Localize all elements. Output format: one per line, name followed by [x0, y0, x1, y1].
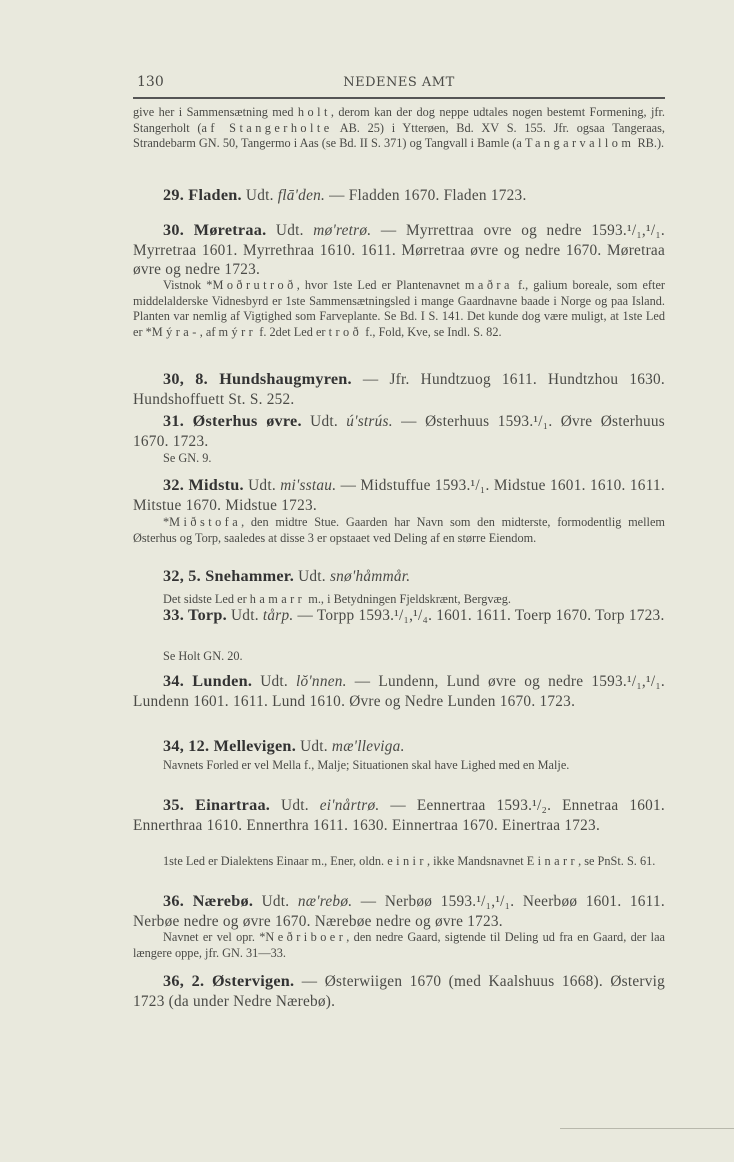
text-segment: f., Fold, Kve, se Indl. S. 82. — [362, 324, 502, 339]
note-paragraph — [133, 278, 665, 340]
entry-paragraph — [133, 221, 665, 280]
text-segment: , se PnSt. S. 61. — [578, 854, 656, 868]
text-segment: — Nerbøø 1593.¹/₁,¹/₁. Neerbøø 1601. 1611. Nerbøe nedre og øvre 1670. Nærebøe nedre og øvre 1723. — [133, 893, 665, 930]
spaced-term: maðra — [464, 278, 513, 292]
note-paragraph — [133, 451, 665, 467]
text-segment: — Østerhuus 1593.¹/₁. Øvre Østerhuus 1670. 1723. — [133, 413, 665, 450]
text-segment: — Østerwiigen 1670 (med Kaalshuus 1668). Østervig 1723 (da under Nedre Nærebø). — [133, 973, 666, 1010]
pronunciation: ú'strús. — [346, 413, 393, 430]
entry-heading: 35. Einartraa. — [163, 796, 271, 814]
entry-paragraph — [133, 412, 665, 451]
header-rule — [133, 97, 665, 99]
text-segment: Vistnok * — [163, 278, 213, 292]
entry-heading: 36. Nærebø. — [163, 892, 254, 910]
text-segment: Se Holt GN. 20. — [163, 649, 243, 663]
entry-heading: 33. Torp. — [163, 606, 227, 624]
spaced-term: Moðrutroð — [212, 278, 297, 292]
text-segment: Navnets Forled er vel Mella f., Malje; Situationen skal have Lighed med en Malje. — [163, 758, 570, 772]
entry-heading: 31. Østerhus øvre. — [163, 412, 302, 430]
page-edge-line — [560, 1128, 734, 1129]
text-segment: — Myrrettraa ovre og nedre 1593.¹/₁,¹/₁. Myrretraa 1601. Myrrethraa 1610. 1611. Mørretraa øvre og nedre 1670. Møretraa øvre og nedre 1723. — [133, 222, 665, 278]
text-segment: Udt. — [243, 477, 281, 494]
text-segment: AB. 25) i Ytterøen, Bd. XV S. 155. Jfr. ogsaa Tangeraas, Strandebarm GN. 50, Tangermo i Aas (se Bd. II S. 371) og Tangvall i Bamle (a — [133, 120, 665, 150]
text-segment: give her i Sammensætning med — [133, 105, 298, 119]
pronunciation: næ'rebø. — [297, 893, 353, 910]
pronunciation: tårp. — [262, 607, 294, 624]
note-paragraph — [133, 854, 665, 870]
entry-paragraph — [133, 476, 665, 515]
text-segment: Udt. — [266, 222, 314, 239]
pronunciation: mø'retrø. — [313, 222, 372, 239]
entry-heading: 29. Fladen. — [163, 186, 242, 204]
text-segment: Udt. — [253, 893, 298, 910]
spaced-term: Mýra- — [151, 324, 200, 339]
running-header — [133, 74, 665, 94]
spaced-term: Einarr — [526, 854, 579, 868]
note-paragraph — [133, 105, 665, 152]
text-segment: Udt. — [241, 187, 278, 204]
text-segment: Udt. — [226, 607, 263, 624]
text-segment: , derom kan der dog neppe udtales nogen bestemt Formening, jfr. Stangerholt ( — [133, 105, 666, 135]
entry-heading: 32. Midstu. — [163, 476, 244, 494]
entry-heading: 30. Møretraa. — [163, 221, 267, 239]
text-segment: Navnet er vel opr. * — [163, 930, 266, 944]
pronunciation: lŏ'nnen. — [296, 673, 347, 690]
text-segment: Se GN. 9. — [163, 451, 212, 465]
note-paragraph — [133, 515, 665, 546]
entry-paragraph — [133, 567, 665, 587]
pronunciation: snø'håmmår. — [329, 568, 411, 585]
pronunciation: flā'den. — [277, 187, 326, 204]
spaced-term: Neðriboer — [265, 930, 347, 944]
text-segment: , ikke Mandsnavnet — [426, 854, 527, 868]
note-paragraph — [133, 930, 665, 961]
entry-heading: 32, 5. Snehammer. — [163, 567, 295, 585]
spaced-term: holt — [297, 105, 331, 119]
entry-paragraph — [133, 796, 665, 835]
entry-heading: 34, 12. Mellevigen. — [163, 737, 296, 755]
text-segment: 1ste Led er Dialektens Einaar m., Ener, oldn. — [163, 854, 388, 868]
entry-heading: 36, 2. Østervigen. — [163, 972, 295, 990]
spaced-term: af Stangerholte — [201, 120, 333, 135]
spaced-term: Tangarvallom — [524, 136, 635, 150]
note-paragraph — [133, 649, 665, 665]
entry-paragraph — [133, 892, 665, 931]
text-segment: Udt. — [294, 568, 330, 585]
running-title: NEDENES AMT — [343, 75, 455, 90]
text-segment: Det sidste Led er — [163, 592, 250, 606]
entry-paragraph — [133, 737, 665, 757]
spaced-term: einir — [387, 854, 427, 868]
text-segment: — Eennertraa 1593.¹/₂. Ennetraa 1601. Ennerthraa 1610. Ennerthra 1611. 1630. Einnertraa 1670. Einertraa 1723. — [133, 797, 666, 834]
entry-heading: 30, 8. Hundshaugmyren. — [163, 370, 352, 388]
spaced-term: mýrr — [218, 324, 257, 339]
pronunciation: mi'sstau. — [280, 477, 337, 494]
text-segment: Udt. — [301, 413, 347, 430]
entry-paragraph — [133, 606, 665, 626]
text-segment: * — [163, 515, 170, 529]
spaced-term: troð — [328, 324, 363, 339]
entry-paragraph — [133, 186, 665, 206]
text-segment: , den midtre Stue. Gaarden har Navn som den midterste, formodentlig mellem Østerhus og Torp, saaledes at disse 3 er opstaaet ved Deling af en større Eiendom. — [133, 515, 665, 545]
text-segment: Udt. — [270, 797, 320, 814]
text-segment: — Lundenn, Lund øvre og nedre 1593.¹/₁,¹/₁. Lundenn 1601. 1611. Lund 1610. Øvre og Nedre Lunden 1670. 1723. — [133, 673, 665, 710]
text-segment: m., i Betydningen Fjeldskrænt, Bergvæg. — [305, 592, 511, 606]
text-segment: Udt. — [296, 738, 332, 755]
text-segment: , den nedre Gaard, sigtende til Deling ud fra en Gaard, der laa længere oppe, jfr. GN. 31—33. — [133, 930, 665, 960]
spaced-term: hamarr — [249, 592, 306, 606]
text-segment: , af — [199, 324, 219, 339]
page-number: 130 — [137, 74, 164, 90]
pronunciation: ei'nårtrø. — [319, 797, 380, 814]
entry-heading: 34. Lunden. — [163, 672, 253, 690]
text-segment: — Fladden 1670. Fladen 1723. — [325, 187, 527, 204]
text-segment: , hvor 1ste Led er Plantenavnet — [296, 278, 465, 292]
note-paragraph — [133, 758, 665, 774]
text-segment: RB.). — [634, 136, 665, 150]
entry-paragraph — [133, 972, 665, 1011]
text-segment: Udt. — [252, 673, 297, 690]
text-segment: f. 2det Led er — [256, 324, 329, 339]
entry-paragraph — [133, 672, 665, 711]
pronunciation: mæ'lleviga. — [331, 738, 405, 755]
text-segment: — Midstuffue 1593.¹/₁. Midstue 1601. 1610. 1611. Mitstue 1670. Midstue 1723. — [133, 477, 666, 514]
text-segment: — Jfr. Hundtzuog 1611. Hundtzhou 1630. Hundshoffuett St. S. 252. — [133, 371, 665, 408]
text-segment: f., galium boreale, som efter middelalderske Vidnesbyrd er 1ste Sammensætningsled i mange Gaardnavne baade i Norge og paa Island. Planten var nemlig af Vigtighed som Farveplante. Se Bd. I S. 141. Det kunde dog være muligt, at 1ste Led er * — [133, 278, 665, 339]
spaced-term: Miðstofa — [169, 515, 242, 529]
text-segment: — Torpp 1593.¹/₁,¹/₄. 1601. 1611. Toerp 1670. Torp 1723. — [293, 607, 665, 624]
entry-paragraph — [133, 370, 665, 409]
